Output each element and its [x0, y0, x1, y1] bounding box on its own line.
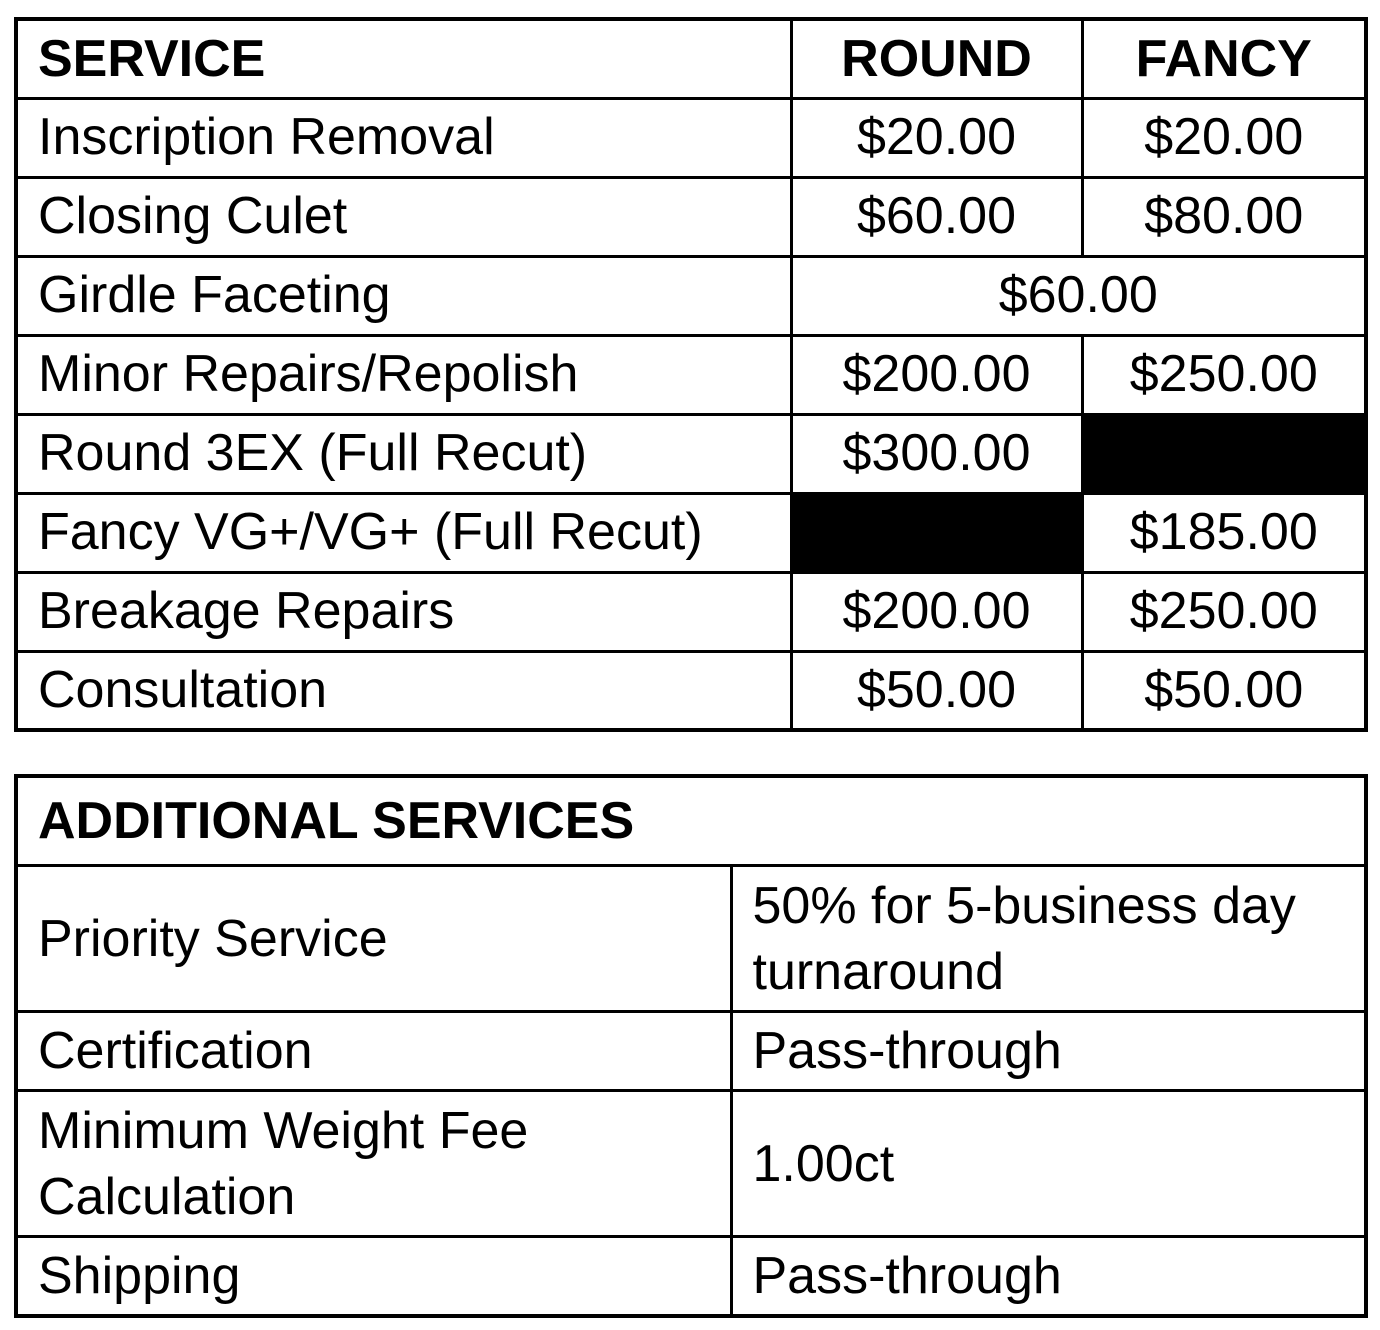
additional-service-value: 1.00ct — [731, 1091, 1366, 1237]
table-row — [16, 1237, 1366, 1316]
service-name: Fancy VG+/VG+ (Full Recut) — [16, 493, 791, 572]
fancy-price: $250.00 — [1082, 572, 1366, 651]
fancy-price: $250.00 — [1082, 335, 1366, 414]
fancy-price: $185.00 — [1082, 493, 1366, 572]
service-name: Minor Repairs/Repolish — [16, 335, 791, 414]
additional-service-value: Pass-through — [731, 1012, 1366, 1091]
header-fancy: FANCY — [1082, 19, 1366, 98]
additional-service-value: 50% for 5-business day turnaround — [731, 866, 1366, 1012]
service-name: Round 3EX (Full Recut) — [16, 414, 791, 493]
fancy-price: $80.00 — [1082, 177, 1366, 256]
round-price: $300.00 — [791, 414, 1082, 493]
additional-service-label: Certification — [16, 1012, 731, 1091]
round-price: $200.00 — [791, 572, 1082, 651]
additional-service-label: Minimum Weight Fee Calculation — [16, 1091, 731, 1237]
additional-service-label: Priority Service — [16, 866, 731, 1012]
fancy-price: $50.00 — [1082, 651, 1366, 730]
not-applicable-cell — [791, 493, 1082, 572]
table-row — [16, 1091, 1366, 1237]
service-name: Inscription Removal — [16, 98, 791, 177]
table-row — [16, 414, 1366, 493]
table-row — [16, 572, 1366, 651]
table-row — [16, 335, 1366, 414]
service-name: Consultation — [16, 651, 791, 730]
pricing-table — [14, 17, 1368, 732]
table-row — [16, 651, 1366, 730]
table-row — [16, 98, 1366, 177]
service-name: Breakage Repairs — [16, 572, 791, 651]
round-price: $50.00 — [791, 651, 1082, 730]
additional-services-table — [14, 774, 1368, 1318]
round-price: $20.00 — [791, 98, 1082, 177]
table-row — [16, 177, 1366, 256]
service-name: Closing Culet — [16, 177, 791, 256]
additional-header-row — [16, 776, 1366, 866]
header-service: SERVICE — [16, 19, 791, 98]
table-row — [16, 1012, 1366, 1091]
fancy-price: $20.00 — [1082, 98, 1366, 177]
additional-service-value: Pass-through — [731, 1237, 1366, 1316]
not-applicable-cell — [1082, 414, 1366, 493]
table-row — [16, 866, 1366, 1012]
table-row — [16, 256, 1366, 335]
pricing-header-row — [16, 19, 1366, 98]
additional-services-title: ADDITIONAL SERVICES — [16, 776, 1366, 866]
combined-price: $60.00 — [791, 256, 1366, 335]
round-price: $60.00 — [791, 177, 1082, 256]
header-round: ROUND — [791, 19, 1082, 98]
round-price: $200.00 — [791, 335, 1082, 414]
service-name: Girdle Faceting — [16, 256, 791, 335]
additional-service-label: Shipping — [16, 1237, 731, 1316]
table-row — [16, 493, 1366, 572]
